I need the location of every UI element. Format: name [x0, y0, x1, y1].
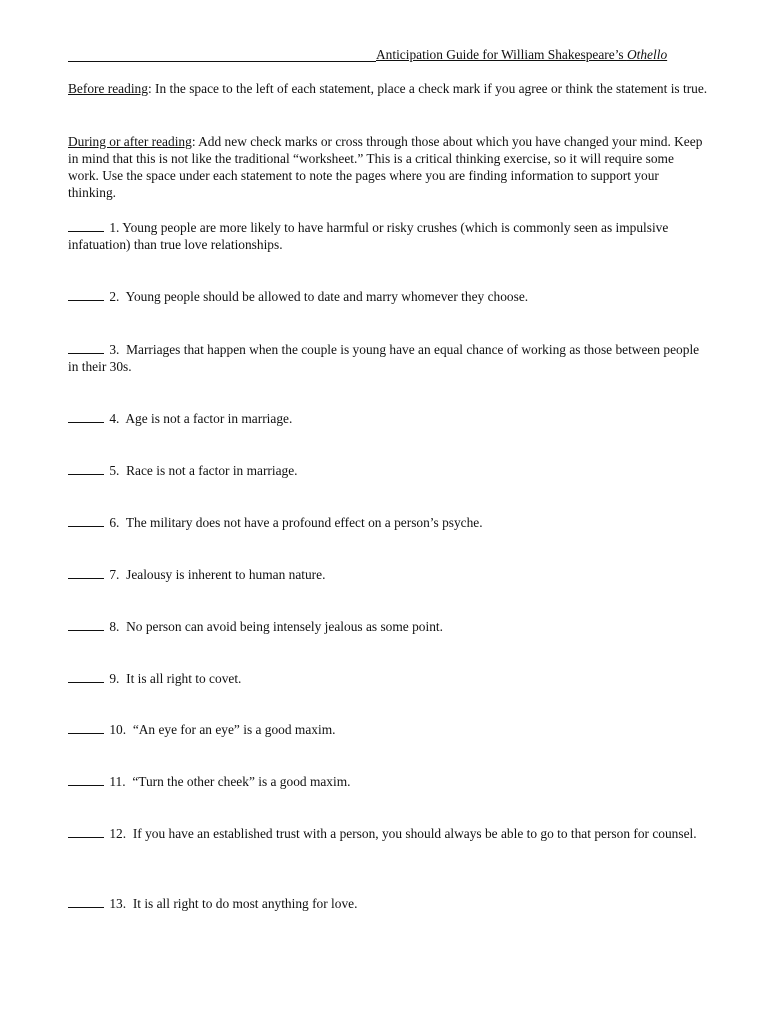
statement-4: [68, 410, 708, 427]
statement-number: 13.: [109, 896, 127, 911]
statement-number: 2.: [109, 289, 120, 304]
statement-number: 8.: [109, 619, 120, 634]
statement-1: [68, 219, 708, 253]
worksheet-header: [68, 46, 708, 64]
statement-number: 11.: [109, 774, 126, 789]
statement-11: [68, 773, 708, 790]
before-reading-instructions: [68, 80, 708, 97]
page-title: [376, 46, 667, 63]
statement-9: [68, 670, 708, 687]
statement-number: 9.: [109, 671, 120, 686]
statement-10: [68, 721, 708, 738]
statement-number: 3.: [109, 342, 120, 357]
answer-blank[interactable]: [68, 721, 104, 734]
answer-blank[interactable]: [68, 895, 104, 908]
statement-12: [68, 825, 708, 842]
statement-3: [68, 341, 708, 375]
during-reading-text: : Add new check marks or cross through those about which you have changed your mind. Keep in mind that this is not like the traditional “worksheet.” This is a critical thinking exercise, so it will require some work. Use the space under each statement to note the pages where you are finding information to support your thinking.: [68, 134, 703, 200]
statement-number: 1.: [109, 220, 120, 235]
statement-text: Marriages that happen when the couple is young have an equal chance of working as those between people in their 30s.: [68, 342, 700, 374]
statement-8: [68, 618, 708, 635]
during-reading-label: During or after reading: [68, 134, 192, 149]
answer-blank[interactable]: [68, 514, 104, 527]
answer-blank[interactable]: [68, 670, 104, 683]
statement-text: Age is not a factor in marriage.: [125, 411, 293, 426]
statement-text: It is all right to do most anything for love.: [132, 896, 358, 911]
answer-blank[interactable]: [68, 462, 104, 475]
answer-blank[interactable]: [68, 825, 104, 838]
statement-13: [68, 895, 708, 912]
during-reading-instructions: [68, 133, 708, 201]
statement-5: [68, 462, 708, 479]
statement-text: Jealousy is inherent to human nature.: [126, 567, 326, 582]
statement-number: 12.: [109, 826, 127, 841]
statement-text: No person can avoid being intensely jealous as some point.: [126, 619, 443, 634]
statement-text: Race is not a factor in marriage.: [126, 463, 298, 478]
before-reading-label: Before reading: [68, 81, 148, 96]
statement-text: “Turn the other cheek” is a good maxim.: [132, 774, 351, 789]
statement-text: Young people should be allowed to date and marry whomever they choose.: [125, 289, 529, 304]
answer-blank[interactable]: [68, 341, 104, 354]
answer-blank[interactable]: [68, 410, 104, 423]
statement-text: If you have an established trust with a person, you should always be able to go to that person for counsel.: [132, 826, 697, 841]
answer-blank[interactable]: [68, 566, 104, 579]
title-text: Anticipation Guide for William Shakespeare’s: [376, 47, 627, 62]
answer-blank[interactable]: [68, 618, 104, 631]
statement-number: 7.: [109, 567, 120, 582]
statement-number: 4.: [109, 411, 120, 426]
name-blank-line: [68, 61, 376, 62]
statement-number: 6.: [109, 515, 120, 530]
statement-6: [68, 514, 708, 531]
before-reading-text: : In the space to the left of each statement, place a check mark if you agree or think the statement is true.: [147, 81, 708, 96]
statement-number: 5.: [109, 463, 120, 478]
answer-blank[interactable]: [68, 219, 104, 232]
statement-text: It is all right to covet.: [126, 671, 242, 686]
statement-2: [68, 288, 708, 305]
statement-text: “An eye for an eye” is a good maxim.: [132, 722, 336, 737]
answer-blank[interactable]: [68, 288, 104, 301]
statement-text: The military does not have a profound effect on a person’s psyche.: [125, 515, 483, 530]
statement-number: 10.: [109, 722, 127, 737]
statement-text: Young people are more likely to have harmful or risky crushes (which is commonly seen as impulsive infatuation) than true love relationships.: [68, 220, 669, 252]
statement-7: [68, 566, 708, 583]
title-play-name: Othello: [626, 47, 668, 62]
answer-blank[interactable]: [68, 773, 104, 786]
